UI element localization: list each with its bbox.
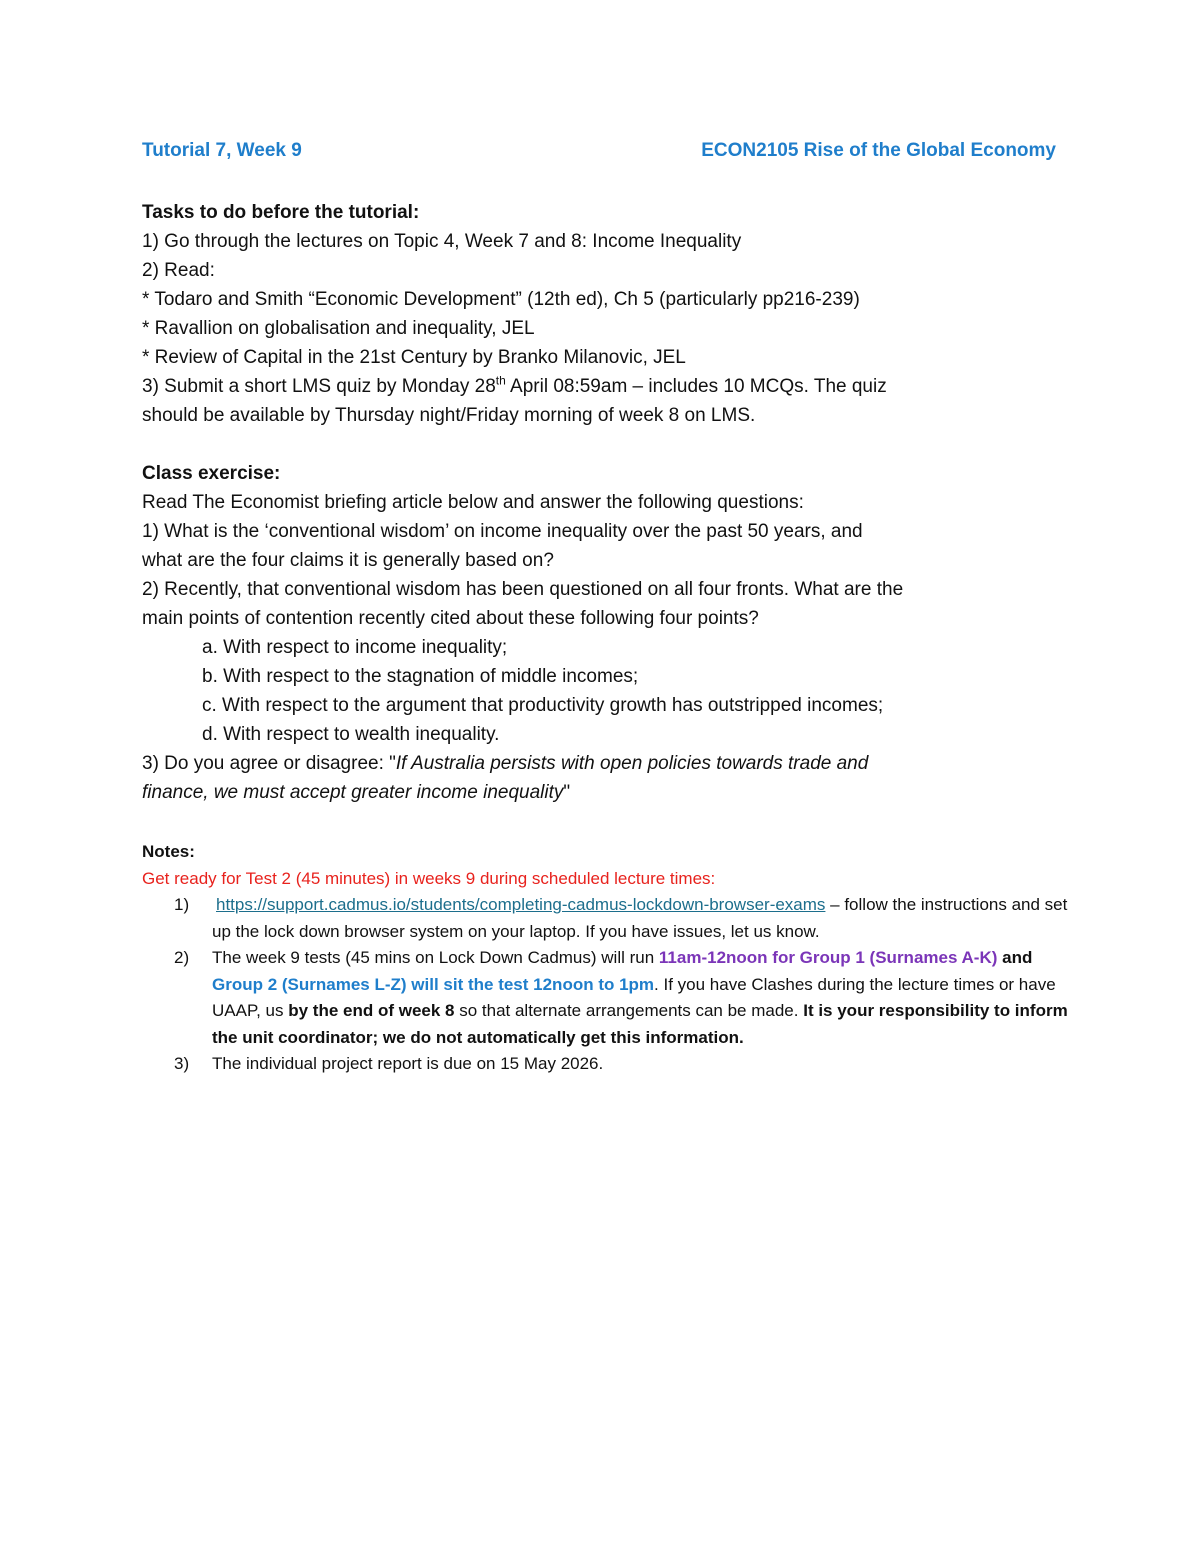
question-3-quote-cont: finance, we must accept greater income inequality <box>142 782 564 803</box>
question-1-line-2: what are the four claims it is generally based on? <box>142 550 554 571</box>
group-2-time: Group 2 (Surnames L-Z) will sit the test 12noon to 1pm <box>212 974 655 994</box>
document-header <box>142 140 1072 172</box>
question-3-quote: If Australia persists with open policies towards trade and <box>395 753 869 774</box>
note-number: 2) <box>174 948 190 967</box>
task-item-3-text-cont: April 08:59am – includes 10 MCQs. The quiz <box>505 376 887 397</box>
question-3-line-2 <box>142 778 1072 807</box>
exercise-intro: Read The Economist briefing article below and answer the following questions: <box>142 492 804 513</box>
exercise-heading: Class exercise: <box>142 463 281 484</box>
date-suffix: th <box>495 373 506 388</box>
question-3-line-1 <box>142 749 1072 778</box>
test-alert: Get ready for Test 2 (45 minutes) in weeks 9 during scheduled lecture times: <box>142 868 716 888</box>
task-item-3-line-2: should be available by Thursday night/Friday morning of week 8 on LMS. <box>142 405 756 426</box>
note-2-text: The week 9 tests (45 mins on Lock Down Cadmus) will run <box>212 948 659 967</box>
sub-question-c: c. With respect to the argument that productivity growth has outstripped incomes; <box>202 695 884 716</box>
task-item-1: 1) Go through the lectures on Topic 4, Week 7 and 8: Income Inequality <box>142 231 742 252</box>
task-item-3-text: 3) Submit a short LMS quiz by Monday 28 <box>142 376 496 397</box>
notes-heading: Notes: <box>142 842 195 861</box>
note-2-and: and <box>997 948 1033 967</box>
sub-question-a: a. With respect to income inequality; <box>202 637 508 658</box>
note-2-text-cont-2: so that alternate arrangements can be made. <box>454 1001 804 1020</box>
task-item-2: 2) Read: <box>142 260 215 281</box>
question-1-line-1: 1) What is the ‘conventional wisdom’ on income inequality over the past 50 years, and <box>142 521 863 542</box>
cadmus-support-link[interactable]: https://support.cadmus.io/students/completing-cadmus-lockdown-browser-exams <box>216 895 826 914</box>
note-item-3 <box>142 1051 1072 1078</box>
course-title: ECON2105 Rise of the Global Economy <box>701 140 1056 161</box>
notes-list <box>142 892 1072 1078</box>
note-2-text-cont: . If you have Clashes during the lecture times or have UAAP, us <box>212 974 1056 1020</box>
question-2-line-1: 2) Recently, that conventional wisdom has been questioned on all four fronts. What are the <box>142 579 904 600</box>
question-3-suffix: " <box>563 782 571 803</box>
tutorial-title: Tutorial 7, Week 9 <box>142 140 302 161</box>
question-3-prefix: 3) Do you agree or disagree: " <box>142 753 396 774</box>
tasks-heading: Tasks to do before the tutorial: <box>142 202 420 223</box>
note-1-text: – follow the instructions and set up the lock down browser system on your laptop. If you have issues, let us know. <box>212 895 1068 941</box>
task-item-3 <box>142 372 1072 401</box>
reading-3: * Review of Capital in the 21st Century by Branko Milanovic, JEL <box>142 347 686 368</box>
note-item-1 <box>142 892 1072 945</box>
document-page <box>142 140 1072 1078</box>
reading-2: * Ravallion on globalisation and inequality, JEL <box>142 318 535 339</box>
deadline-text: by the end of week 8 <box>288 1001 455 1020</box>
group-1-time: 11am-12noon for Group 1 (Surnames A-K) <box>658 948 998 967</box>
sub-question-d: d. With respect to wealth inequality. <box>202 724 500 745</box>
sub-question-b: b. With respect to the stagnation of middle incomes; <box>202 666 639 687</box>
note-3-text: The individual project report is due on 15 May 2026. <box>212 1054 604 1073</box>
note-item-2 <box>142 945 1072 1051</box>
note-number: 3) <box>174 1054 190 1073</box>
reading-1: * Todaro and Smith “Economic Development” (12th ed), Ch 5 (particularly pp216-239) <box>142 289 860 310</box>
responsibility-text: It is your responsibility to inform the unit coordinator; we do not automatically get this information. <box>212 1001 1068 1047</box>
question-2-line-2: main points of contention recently cited about these following four points? <box>142 608 759 629</box>
note-number: 1) <box>174 895 190 914</box>
